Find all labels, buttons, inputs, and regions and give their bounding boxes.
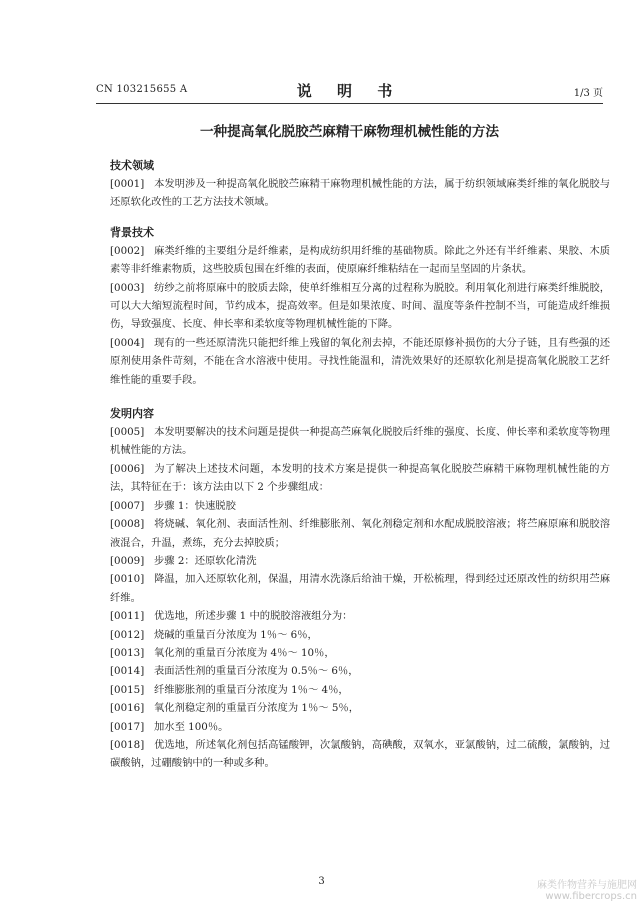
publication-number: CN 103215655 A [96, 84, 188, 95]
paragraph-text: 优选地，所述步骤 1 中的脱胶溶液组分为： [154, 610, 353, 623]
paragraph-0014 [110, 662, 610, 680]
paragraph-text: 烧碱的重量百分浓度为 1％～ 6％， [154, 628, 318, 641]
paragraph-number: [0013] [110, 646, 145, 659]
paragraph-text: 降温，加入还原软化剂，保温，用清水洗涤后给油干燥，开松梳理，得到经过还原改性的纺织用苎麻纤维。 [110, 573, 610, 604]
watermark-site-name: 麻类作物营养与施肥网 [537, 880, 637, 891]
paragraph-text: 氧化剂稳定剂的重量百分浓度为 1％～ 5％， [154, 702, 359, 715]
section-gap [110, 212, 610, 224]
invention-title: 一种提高氧化脱胶苎麻精干麻物理机械性能的方法 [199, 124, 500, 140]
header-rule [96, 103, 603, 104]
paragraph-number: [0006] [110, 462, 145, 475]
paragraph-0005 [110, 423, 610, 460]
paragraph-number: [0009] [110, 554, 145, 567]
paragraph-0011 [110, 607, 610, 625]
paragraph-text: 加水至 100％。 [154, 720, 229, 733]
paragraph-0002 [110, 242, 610, 279]
document-type-title: 说 明 书 [296, 82, 403, 100]
paragraph-0013 [110, 644, 610, 662]
page-number: 3 [318, 876, 325, 887]
paragraph-0018 [110, 736, 610, 773]
paragraph-0003 [110, 279, 610, 334]
paragraph-0015 [110, 681, 610, 699]
paragraph-0012 [110, 626, 610, 644]
paragraph-number: [0007] [110, 499, 145, 512]
paragraph-text: 优选地，所述氧化剂包括高锰酸钾，次氯酸钠，高碘酸，双氧水，亚氯酸钠，过二硫酸，氯酸钠，过碳酸钠，过硼酸钠中的一种或多种。 [110, 738, 610, 770]
document-body [110, 157, 610, 773]
paragraph-number: [0016] [110, 702, 145, 715]
paragraph-0009 [110, 552, 610, 570]
paragraph-number: [0001] [110, 178, 145, 190]
section-gap [110, 389, 610, 405]
section-heading-invention: 发明内容 [110, 407, 154, 421]
watermark [537, 880, 637, 902]
paragraph-text: 本发明要解决的技术问题是提供一种提高苎麻氧化脱胶后纤维的强度、长度、伸长率和柔软度等物理机械性能的方法。 [110, 426, 610, 457]
section-heading-background: 背景技术 [110, 225, 154, 239]
paragraph-text: 现有的一些还原清洗只能把纤维上残留的氧化剂去掉，不能还原修补损伤的大分子链，且有些强的还原剂使用条件苛刻，不能在含水溶液中使用。寻找性能温和，清洗效果好的还原软化剂是提高氧化脱胶工艺纤维性能的重要手段。 [110, 336, 610, 386]
paragraph-text: 将烧碱、氧化剂、表面活性剂、纤维膨胀剂、氧化剂稳定剂和水配成脱胶溶液；将苎麻原麻和脱胶溶液混合，升温，煮练，充分去掉胶质； [110, 518, 610, 549]
paragraph-0001 [110, 175, 610, 212]
paragraph-text: 氧化剂的重量百分浓度为 4％～ 10％， [154, 646, 335, 659]
paragraph-text: 表面活性剂的重量百分浓度为 0.5％～ 6％， [154, 665, 359, 678]
paragraph-number: [0008] [110, 518, 145, 531]
paragraph-number: [0018] [110, 738, 145, 751]
paragraph-number: [0017] [110, 720, 145, 733]
watermark-url: www.fibercrops.cn [545, 891, 637, 902]
paragraph-number: [0004] [110, 336, 145, 349]
paragraph-number: [0011] [110, 610, 145, 623]
paragraph-text: 步骤 1：快速脱胶 [154, 499, 236, 512]
paragraph-0017 [110, 718, 610, 736]
paragraph-text: 本发明涉及一种提高氧化脱胶苎麻精干麻物理机械性能的方法，属于纺织领域麻类纤维的氧化脱胶与还原软化改性的工艺方法技术领域。 [110, 178, 610, 209]
paragraph-number: [0014] [110, 665, 145, 678]
paragraph-0016 [110, 699, 610, 717]
paragraph-0010 [110, 570, 610, 607]
paragraph-number: [0003] [110, 281, 145, 294]
paragraph-0006 [110, 460, 610, 497]
paragraph-text: 为了解决上述技术问题，本发明的技术方案是提供一种提高氧化脱胶苎麻精干麻物理机械性能的方法，其特征在于：该方法由以下 2 个步骤组成： [110, 462, 610, 494]
paragraph-number: [0015] [110, 683, 145, 696]
paragraph-number: [0002] [110, 244, 145, 257]
page-indicator: 1/3 页 [573, 88, 603, 99]
paragraph-0007 [110, 497, 610, 515]
paragraph-text: 步骤 2：还原软化清洗 [154, 554, 257, 567]
paragraph-0008 [110, 515, 610, 552]
paragraph-number: [0005] [110, 426, 145, 439]
paragraph-number: [0012] [110, 628, 145, 641]
paragraph-text: 麻类纤维的主要组分是纤维素，是构成纺织用纤维的基础物质。除此之外还有半纤维素、果胶、木质素等非纤维素物质，这些胶质包围在纤维的表面，使原麻纤维粘结在一起而呈坚固的片条状。 [110, 244, 610, 276]
paragraph-text: 纺纱之前将原麻中的胶质去除，使单纤维相互分离的过程称为脱胶。利用氧化剂进行麻类纤维脱胶，可以大大缩短流程时间，节约成本，提高效率。但是如果浓度、时间、温度等条件控制不当，可能造成纤维损伤，导致强度、长度、伸长率和柔软度等物理机械性能的下降。 [110, 281, 610, 331]
page-header [96, 80, 603, 102]
section-heading-tech-field: 技术领域 [110, 159, 154, 172]
paragraph-text: 纤维膨胀剂的重量百分浓度为 1％～ 4％， [154, 683, 349, 696]
paragraph-0004 [110, 334, 610, 389]
paragraph-number: [0010] [110, 573, 145, 586]
